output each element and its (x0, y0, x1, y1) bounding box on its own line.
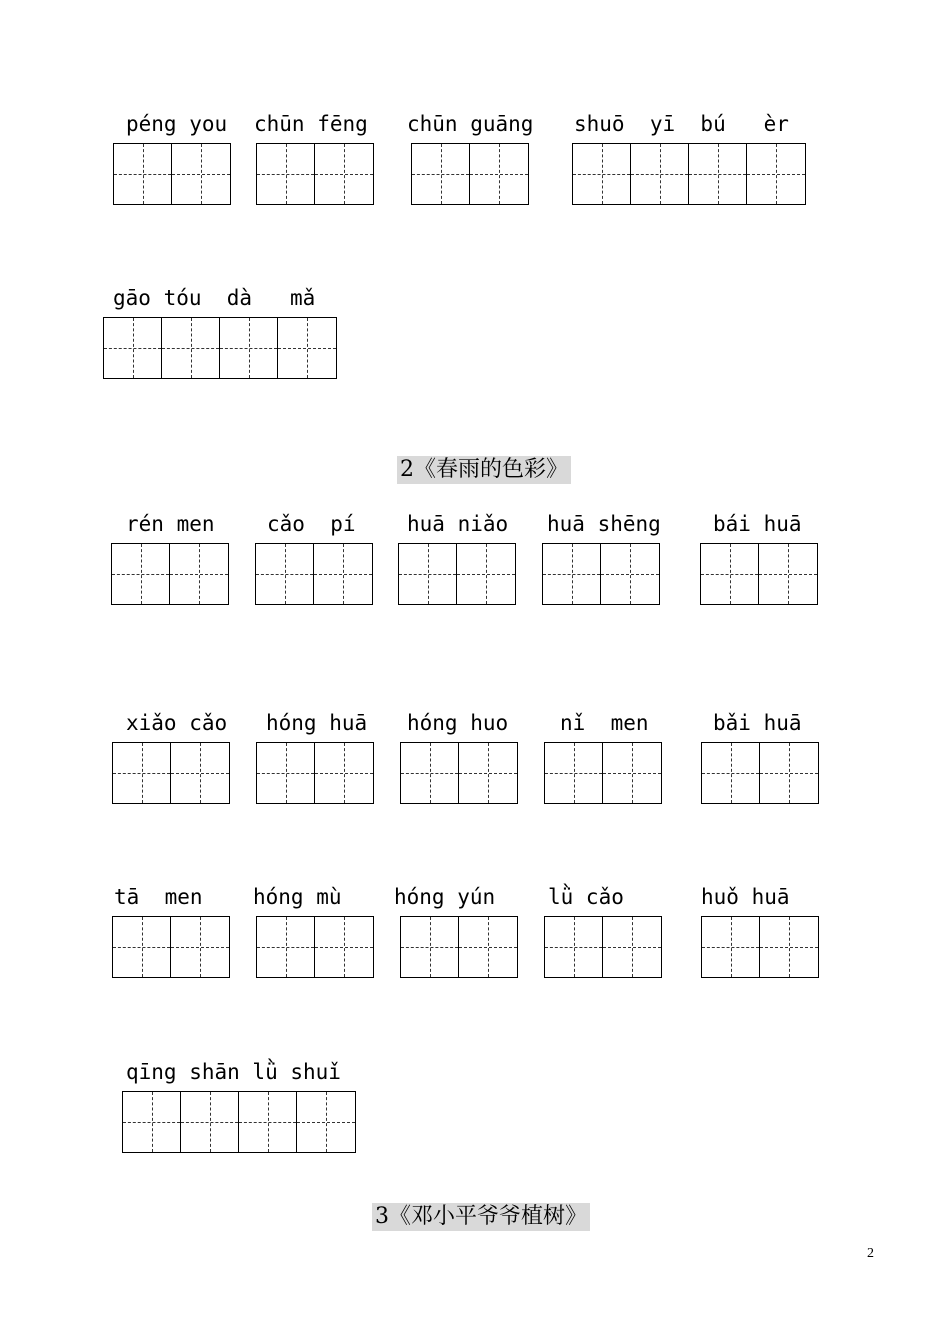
character-cell[interactable] (257, 743, 315, 803)
tian-zi-ge-grid[interactable] (400, 916, 518, 978)
pinyin-label: huā shēng (547, 512, 661, 536)
tian-zi-ge-grid[interactable] (256, 916, 374, 978)
tian-zi-ge-grid[interactable] (400, 742, 518, 804)
character-cell[interactable] (314, 544, 372, 604)
pinyin-label: shuō yī bú èr (574, 112, 789, 136)
tian-zi-ge-grid[interactable] (255, 543, 373, 605)
tian-zi-ge-grid[interactable] (544, 916, 662, 978)
character-cell[interactable] (239, 1092, 297, 1152)
character-cell[interactable] (702, 743, 760, 803)
character-cell[interactable] (702, 917, 760, 977)
pinyin-label: cǎo pí (267, 512, 356, 536)
character-cell[interactable] (747, 144, 805, 204)
pinyin-label: hóng yún (394, 885, 496, 909)
character-cell[interactable] (315, 743, 373, 803)
tian-zi-ge-grid[interactable] (112, 742, 230, 804)
character-cell[interactable] (257, 917, 315, 977)
pinyin-label: qīng shān lǜ shuǐ (126, 1060, 341, 1084)
character-cell[interactable] (573, 144, 631, 204)
tian-zi-ge-grid[interactable] (701, 742, 819, 804)
character-cell[interactable] (315, 917, 373, 977)
character-cell[interactable] (278, 318, 336, 378)
pinyin-label: lǜ cǎo (548, 885, 624, 909)
character-cell[interactable] (603, 743, 661, 803)
character-cell[interactable] (114, 144, 172, 204)
character-cell[interactable] (171, 743, 229, 803)
pinyin-label: tā men (114, 885, 203, 909)
character-cell[interactable] (401, 917, 459, 977)
tian-zi-ge-grid[interactable] (411, 143, 529, 205)
character-cell[interactable] (113, 917, 171, 977)
tian-zi-ge-grid[interactable] (122, 1091, 356, 1153)
tian-zi-ge-grid[interactable] (111, 543, 229, 605)
character-cell[interactable] (470, 144, 528, 204)
character-cell[interactable] (220, 318, 278, 378)
pinyin-label: péng you (126, 112, 228, 136)
tian-zi-ge-grid[interactable] (103, 317, 337, 379)
pinyin-label: rén men (126, 512, 215, 536)
character-cell[interactable] (701, 544, 759, 604)
character-cell[interactable] (457, 544, 515, 604)
character-cell[interactable] (759, 544, 817, 604)
character-cell[interactable] (257, 144, 315, 204)
tian-zi-ge-grid[interactable] (113, 143, 231, 205)
tian-zi-ge-grid[interactable] (256, 143, 374, 205)
tian-zi-ge-grid[interactable] (112, 916, 230, 978)
tian-zi-ge-grid[interactable] (700, 543, 818, 605)
pinyin-label: chūn fēng (254, 112, 368, 136)
lesson-3-title: 3《邓小平爷爷植树》 (372, 1203, 590, 1231)
pinyin-label: nǐ men (560, 711, 649, 735)
character-cell[interactable] (412, 144, 470, 204)
pinyin-label: huǒ huā (701, 885, 790, 909)
tian-zi-ge-grid[interactable] (544, 742, 662, 804)
character-cell[interactable] (172, 144, 230, 204)
character-cell[interactable] (601, 544, 659, 604)
pinyin-label: huā niǎo (407, 512, 509, 536)
character-cell[interactable] (170, 544, 228, 604)
page-number: 2 (867, 1246, 874, 1261)
character-cell[interactable] (459, 917, 517, 977)
pinyin-label: chūn guāng (407, 112, 534, 136)
character-cell[interactable] (297, 1092, 355, 1152)
character-cell[interactable] (760, 917, 818, 977)
tian-zi-ge-grid[interactable] (398, 543, 516, 605)
tian-zi-ge-grid[interactable] (542, 543, 660, 605)
character-cell[interactable] (123, 1092, 181, 1152)
character-cell[interactable] (760, 743, 818, 803)
character-cell[interactable] (104, 318, 162, 378)
character-cell[interactable] (181, 1092, 239, 1152)
character-cell[interactable] (171, 917, 229, 977)
pinyin-label: bái huā (713, 512, 802, 536)
character-cell[interactable] (162, 318, 220, 378)
character-cell[interactable] (543, 544, 601, 604)
character-cell[interactable] (459, 743, 517, 803)
pinyin-label: hóng mù (253, 885, 342, 909)
character-cell[interactable] (631, 144, 689, 204)
character-cell[interactable] (603, 917, 661, 977)
tian-zi-ge-grid[interactable] (256, 742, 374, 804)
pinyin-label: hóng huā (266, 711, 368, 735)
character-cell[interactable] (113, 743, 171, 803)
pinyin-label: xiǎo cǎo (126, 711, 228, 735)
character-cell[interactable] (545, 743, 603, 803)
character-cell[interactable] (399, 544, 457, 604)
pinyin-label: bǎi huā (713, 711, 802, 735)
character-cell[interactable] (256, 544, 314, 604)
tian-zi-ge-grid[interactable] (701, 916, 819, 978)
character-cell[interactable] (112, 544, 170, 604)
character-cell[interactable] (689, 144, 747, 204)
character-cell[interactable] (315, 144, 373, 204)
tian-zi-ge-grid[interactable] (572, 143, 806, 205)
character-cell[interactable] (545, 917, 603, 977)
character-cell[interactable] (401, 743, 459, 803)
pinyin-label: gāo tóu dà mǎ (113, 286, 316, 310)
lesson-2-title: 2《春雨的色彩》 (397, 456, 571, 484)
pinyin-label: hóng huo (407, 711, 509, 735)
